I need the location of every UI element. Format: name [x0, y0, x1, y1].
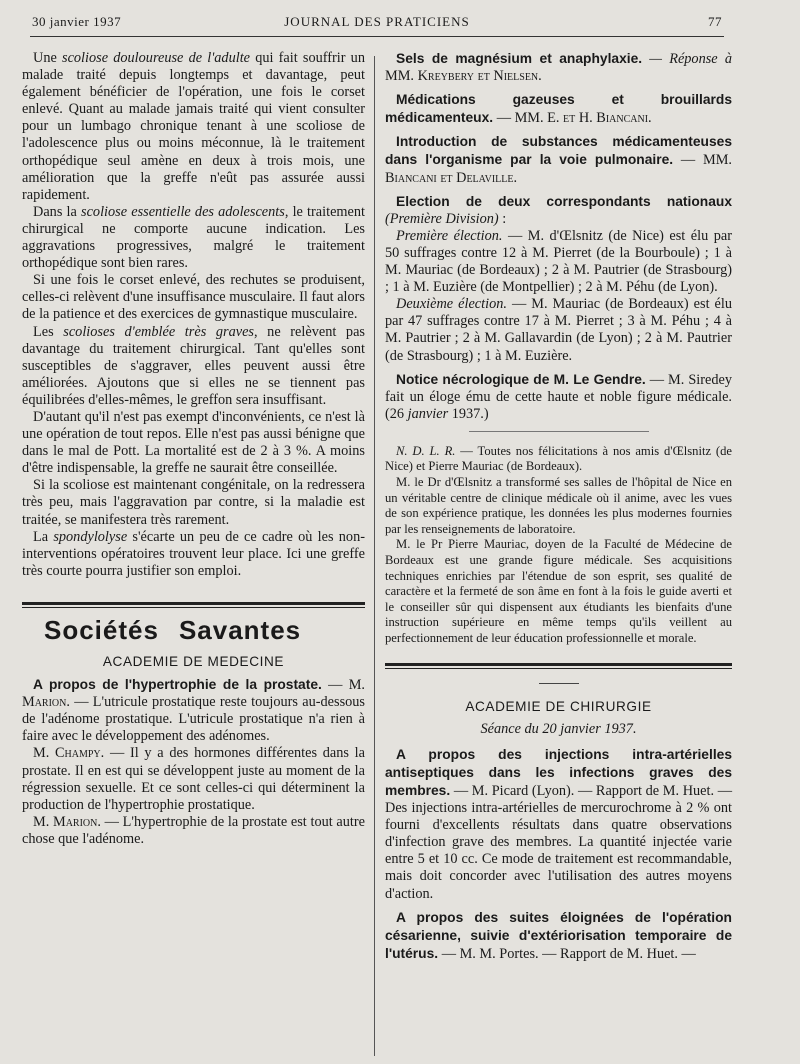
header-date: 30 janvier 1937: [32, 14, 122, 29]
separator: [469, 431, 649, 432]
paragraph: D'autant qu'il n'est pas exempt d'inconvénients, ce n'est là une opération de tout repos. Elle n'est pas aussi bénigne que dans le mal de Pott. La mortalité est de 2 à 3 %. A moins d'être indispensable, la greffe ne saurait être conseillée.: [22, 408, 365, 477]
academie-medecine-heading: ACADEMIE DE MEDECINE: [102, 654, 285, 669]
paragraph: Si la scoliose est maintenant congénitale, on la redressera très peu, mais l'aggravation par contre, si la maladie est traitée, se manifestera très rarement.: [22, 477, 365, 528]
report-marion: M. Marion. — L'hypertrophie de la prostate est tout autre chose que l'adénome.: [22, 813, 366, 847]
report-champy: M. Champy. — Il y a des hormones différentes dans la prostate. Il en est qui se développent juste au moment de la régression sexuelle. Et ce sont celles-ci qui déterminent la production de l'hypertrophie prostatique.: [22, 745, 365, 813]
paragraph: M. le Pr Pierre Mauriac, doyen de la Faculté de Médecine de Bordeaux est une grande figure médicale. Ses acquisitions techniques enrichies par l'étendue de son esprit, ses qualité de caractère et la fermeté de son âme en font à la fois le guide averti et le conseiller sûr qui dispensent aux étudiants les bienfaits d'une instruction supérieure en même temps qu'ils veillent au perfectionnement de leur éducation professionnelle et morale.: [385, 537, 732, 645]
report-prostate: A propos de l'hypertrophie de la prostate. — M. Marion. — L'utricule prostatique reste toujours au-dessous de l'adénome prostatique. L'utricule prostatique n'a rien à faire avec le développement des adénomes.: [22, 677, 365, 745]
report-notice: Notice nécrologique de M. Le Gendre. — M. Siredey fait un éloge ému de cette haute et noble figure médicale. (26 janvier 1937.): [385, 371, 732, 422]
section-rule: [385, 663, 732, 669]
election-first: Première élection. — M. d'Œlsnitz (de Nice) est élu par 50 suffrages contre 12 à M. Pierret (de la Bourboule) ; 1 à M. Mauriac (de Bordeaux) ; 2 à M. Pautrier (de Strasbourg) ; 1 à M. Euzière (de Montpellier) ; 2 à M. Péhu (de Lyon).: [385, 227, 732, 296]
academie-chirurgie-heading: ACADEMIE DE CHIRURGIE: [465, 698, 652, 714]
seance-date: Séance du 20 janvier 1937.: [480, 720, 637, 737]
page-number: 77: [708, 14, 722, 29]
paragraph: Une scoliose douloureuse de l'adulte qui fait souffrir un malade traité depuis longtemps et davantage, peut également bénéficier de l'opération, une fois le corset enlevé. Quant au malade jamais traité qui vient consulter pour un lumbago chronique tenant à une scoliose de l'adolescence plus ou moins méconnue, là le traitement orthopédique seul amène en deux à trois mois, une amélioration que la greffe n'eût pas assurée aussi rapidement.: [22, 50, 365, 203]
paragraph: La spondylolyse s'écarte un peu de ce cadre où les non-interventions opératoires trouvent leur place. Ici une greffe très courte pourra justifier son emploi.: [22, 528, 365, 579]
paragraph: N. D. L. R. — Toutes nos félicitations à nos amis d'Œlsnitz (de Nice) et Pierre Mauriac (de Bordeaux).: [385, 443, 733, 474]
running-header: [32, 14, 722, 34]
right-column: [385, 50, 732, 963]
election-second: Deuxième élection. — M. Mauriac (de Bordeaux) est élu par 47 suffrages contre 17 à M. Pierret ; 3 à M. Péhu ; 4 à M. Pautrier ; 2 à M. Gallavardin (de Lyon) ; 2 à M. Pautrier (de Strasbourg) ; 1 à M. Euzière.: [385, 296, 732, 364]
report-intro: Introduction de substances médicamenteuses dans l'organisme par la voie pulmonaire. — MM. Biancani et Delaville.: [385, 134, 732, 186]
report-election: Election de deux correspondants nationaux (Première Division) :: [385, 193, 732, 227]
short-rule: [539, 683, 579, 684]
report-gaz: Médications gazeuses et brouillards médicamenteux. — MM. E. et H. Biancani.: [385, 92, 732, 127]
paragraph: Les scolioses d'emblée très graves, ne relèvent pas davantage du traitement chirurgical. Tant qu'elles sont susceptibles de s'aggraver, elles peuvent aussi être améliorées. Ajoutons que si elles ne se tiennent pas équilibrées d'elles-mêmes, le greffon sera insuffisant.: [22, 323, 365, 408]
paragraph: Dans la scoliose essentielle des adolescents, le traitement chirurgical ne comporte aucune indication. Les aggravations progressives, malgré le traitement orthopédique sont bien rares.: [22, 203, 365, 272]
report-cesarienne: A propos des suites éloignées de l'opération césarienne, suivie d'extériorisation temporaire de l'utérus. — M. M. Portes. — Rapport de M. Huet. —: [385, 909, 732, 962]
column-divider: [374, 56, 375, 1056]
left-column: [22, 50, 365, 848]
header-rule: [30, 36, 724, 37]
section-heading: Sociétés Savantes: [44, 614, 302, 645]
paragraph: M. le Dr d'Œlsnitz a transformé ses salles de l'hôpital de Nice en un véritable centre de clinique médicale où il anime, avec les vues de son expérience pratique, les données les plus modernes fournies par les renseignements de laboratoire.: [385, 475, 732, 536]
editor-note: [385, 444, 732, 647]
paragraph: Si une fois le corset enlevé, des rechutes se produisent, celles-ci relèvent d'une insuffisance musculaire. Il faut alors de la patience et des exercices de gymnastique musculaire.: [22, 272, 365, 323]
report-injections: A propos des injections intra-artérielles antiseptiques dans les infections graves des membres. — M. Picard (Lyon). — Rapport de M. Huet. — Des injections intra-artérielles de mercurochrome à 2 % ont fourni d'excellents résultats dans quatre observations d'infection grave des membres. La quantité injectée varie entre 5 et 10 cc. Ce mode de traitement est recommandable, mais doit concorder avec l'utilisation des autres moyens d'action.: [385, 746, 732, 902]
journal-title: JOURNAL DES PRATICIENS: [284, 14, 470, 29]
report-sels: Sels de magnésium et anaphylaxie. — Réponse à MM. Kreybery et Nielsen.: [385, 51, 732, 85]
section-rule: [22, 602, 365, 608]
